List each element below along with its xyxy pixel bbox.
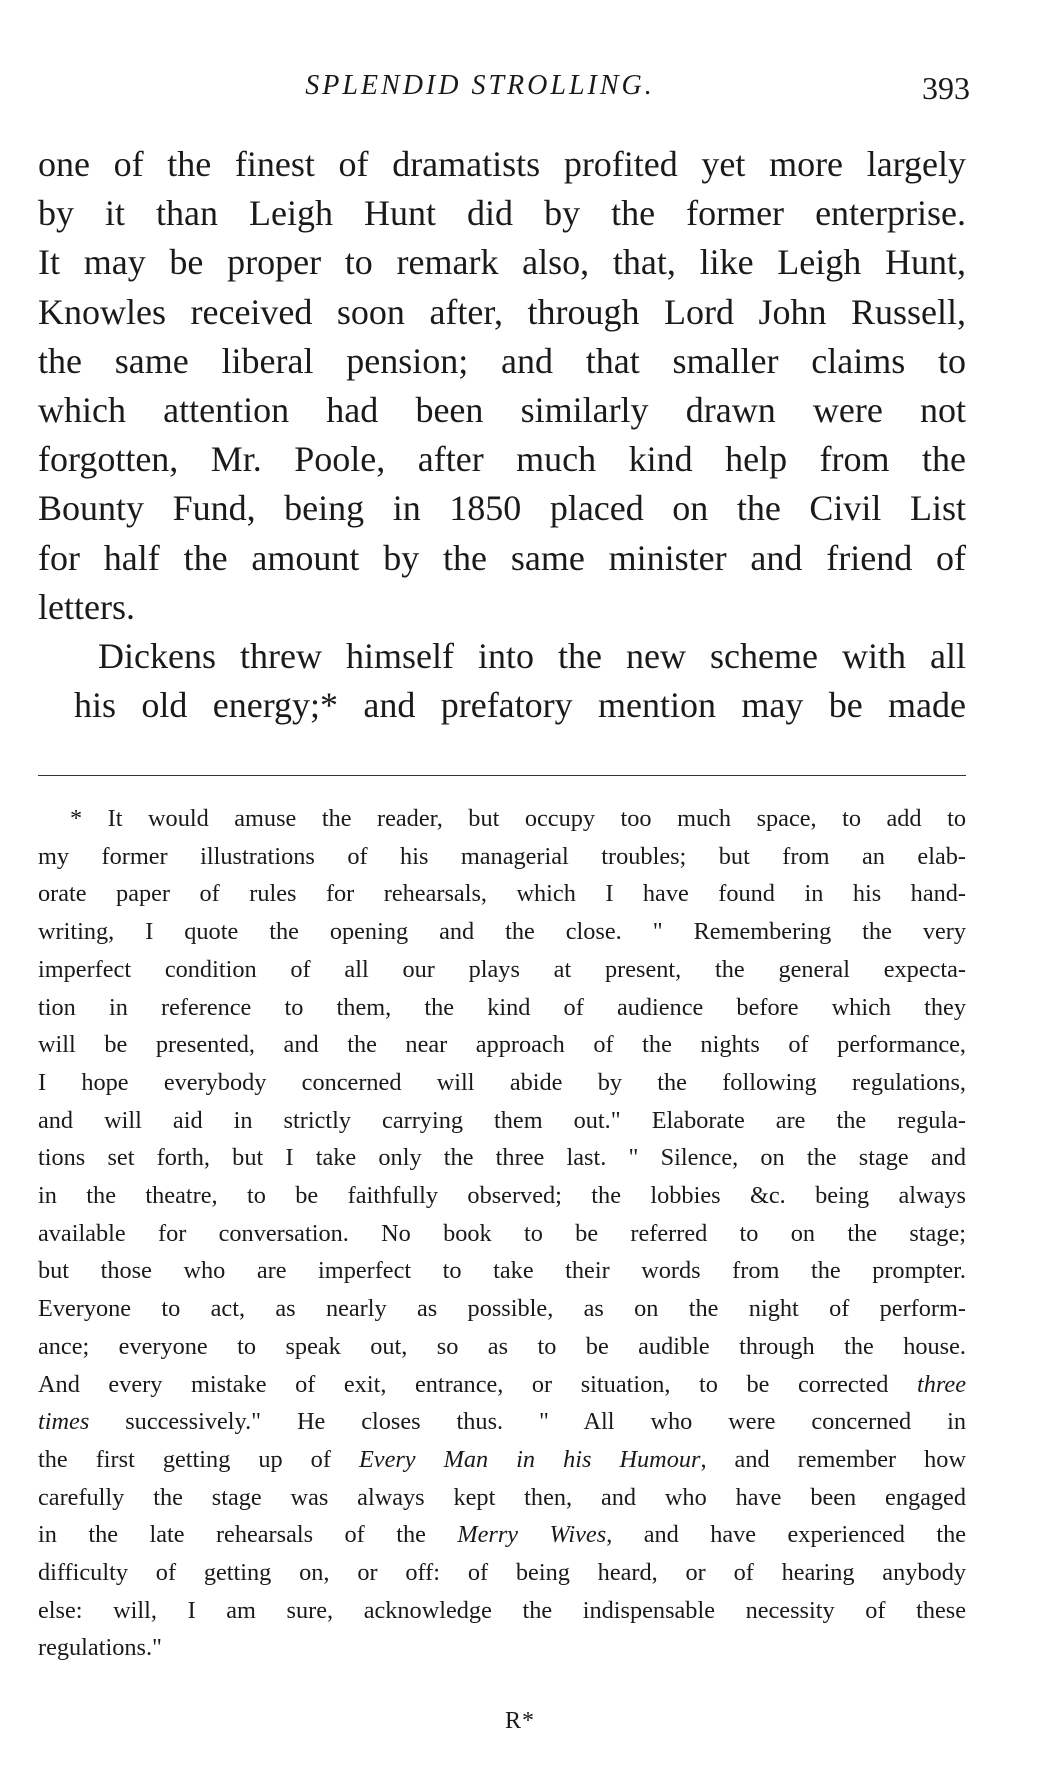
footnote-line: ance; everyone to speak out, so as to be audible through the house. [38,1332,966,1360]
footnote-line: imperfect condition of all our plays at present, the general expecta- [38,955,966,983]
body-line: forgotten, Mr. Poole, after much kind help from the [38,439,966,480]
footnote-line: in the theatre, to be faithfully observed; the lobbies &c. being always [38,1182,966,1210]
running-head [40,70,1000,110]
body-line: Bounty Fund, being in 1850 placed on the Civil List [38,488,966,529]
body-line: by it than Leigh Hunt did by the former enterprise. [38,193,966,234]
footnote-text: the first getting up of [38,1445,359,1473]
footnote-line: difficulty of getting on, or off: of being heard, or of hearing anybody [38,1559,966,1587]
footnote-line: and will aid in strictly carrying them out." Elaborate are the regula- [38,1106,966,1134]
footnote-line: I hope everybody concerned will abide by the following regulations, [38,1068,966,1096]
body-line: his old energy;* and prefatory mention may be made [74,685,966,726]
italic-text: three [916,1370,966,1398]
footnote-text: in the late rehearsals of the [38,1521,458,1549]
italic-text: times [38,1408,90,1436]
footnote-line: Everyone to act, as nearly as possible, as on the night of perform- [38,1295,966,1323]
italic-title: Merry Wives [457,1521,607,1549]
footnote-line: my former illustrations of his managerial troubles; but from an elab- [38,842,966,870]
signature-mark: R* [504,1708,535,1734]
footnote-text: , and remember how [700,1445,966,1473]
footnote-line: tion in reference to them, the kind of audience before which they [38,993,966,1021]
body-line: one of the finest of dramatists profited yet more largely [38,144,966,184]
body-line: the same liberal pension; and that smaller claims to [38,340,966,381]
footnote-text: , and have experienced the [606,1521,967,1549]
footnote-line: tions set forth, but I take only the three last. " Silence, on the stage and [38,1144,966,1172]
footnote-line [38,1403,966,1441]
footnote-line: carefully the stage was always kept then, and who have been engaged [38,1483,966,1511]
footnote-line: writing, I quote the opening and the close. " Remembering the very [38,918,966,946]
page-number: 393 [922,70,970,106]
footnote-text: successively." He closes thus. " All who were concerned in [89,1408,966,1436]
body-line: letters. [38,586,135,627]
footnote-line: else: will, I am sure, acknowledge the indispensable necessity of these [38,1596,966,1624]
footnote-line: available for conversation. No book to be referred to on the stage; [38,1219,966,1247]
footnote-line [38,1516,966,1554]
footnote-line: but those who are imperfect to take their words from the prompter. [38,1257,966,1285]
body-line: which attention had been similarly drawn were not [38,390,966,431]
footnote-line: will be presented, and the near approach of the nights of performance, [38,1031,966,1059]
body-line: for half the amount by the same minister and friend of [38,537,966,578]
body-text [38,140,966,730]
footnote-line: orate paper of rules for rehearsals, which I have found in his hand- [38,880,966,908]
body-line: Knowles received soon after, through Lord John Russell, [38,291,966,332]
footnote-text: And every mistake of exit, entrance, or situation, to be corrected [38,1370,917,1398]
running-title: SPLENDID STROLLING. [305,70,655,101]
footnote-line [38,1441,966,1479]
paragraph-1 [38,140,966,632]
body-line: It may be proper to remark also, that, like Leigh Hunt, [38,242,966,283]
footnote-line [38,1366,966,1404]
paragraph-2 [38,632,966,730]
italic-title: Every Man in his Humour [358,1445,701,1473]
body-line: Dickens threw himself into the new scheme with all [98,636,966,677]
footnote-line: regulations." [38,1634,162,1662]
footnote [38,800,966,1667]
footnote-rule [38,775,966,776]
footnote-line: * It would amuse the reader, but occupy too much space, to add to [70,805,966,832]
